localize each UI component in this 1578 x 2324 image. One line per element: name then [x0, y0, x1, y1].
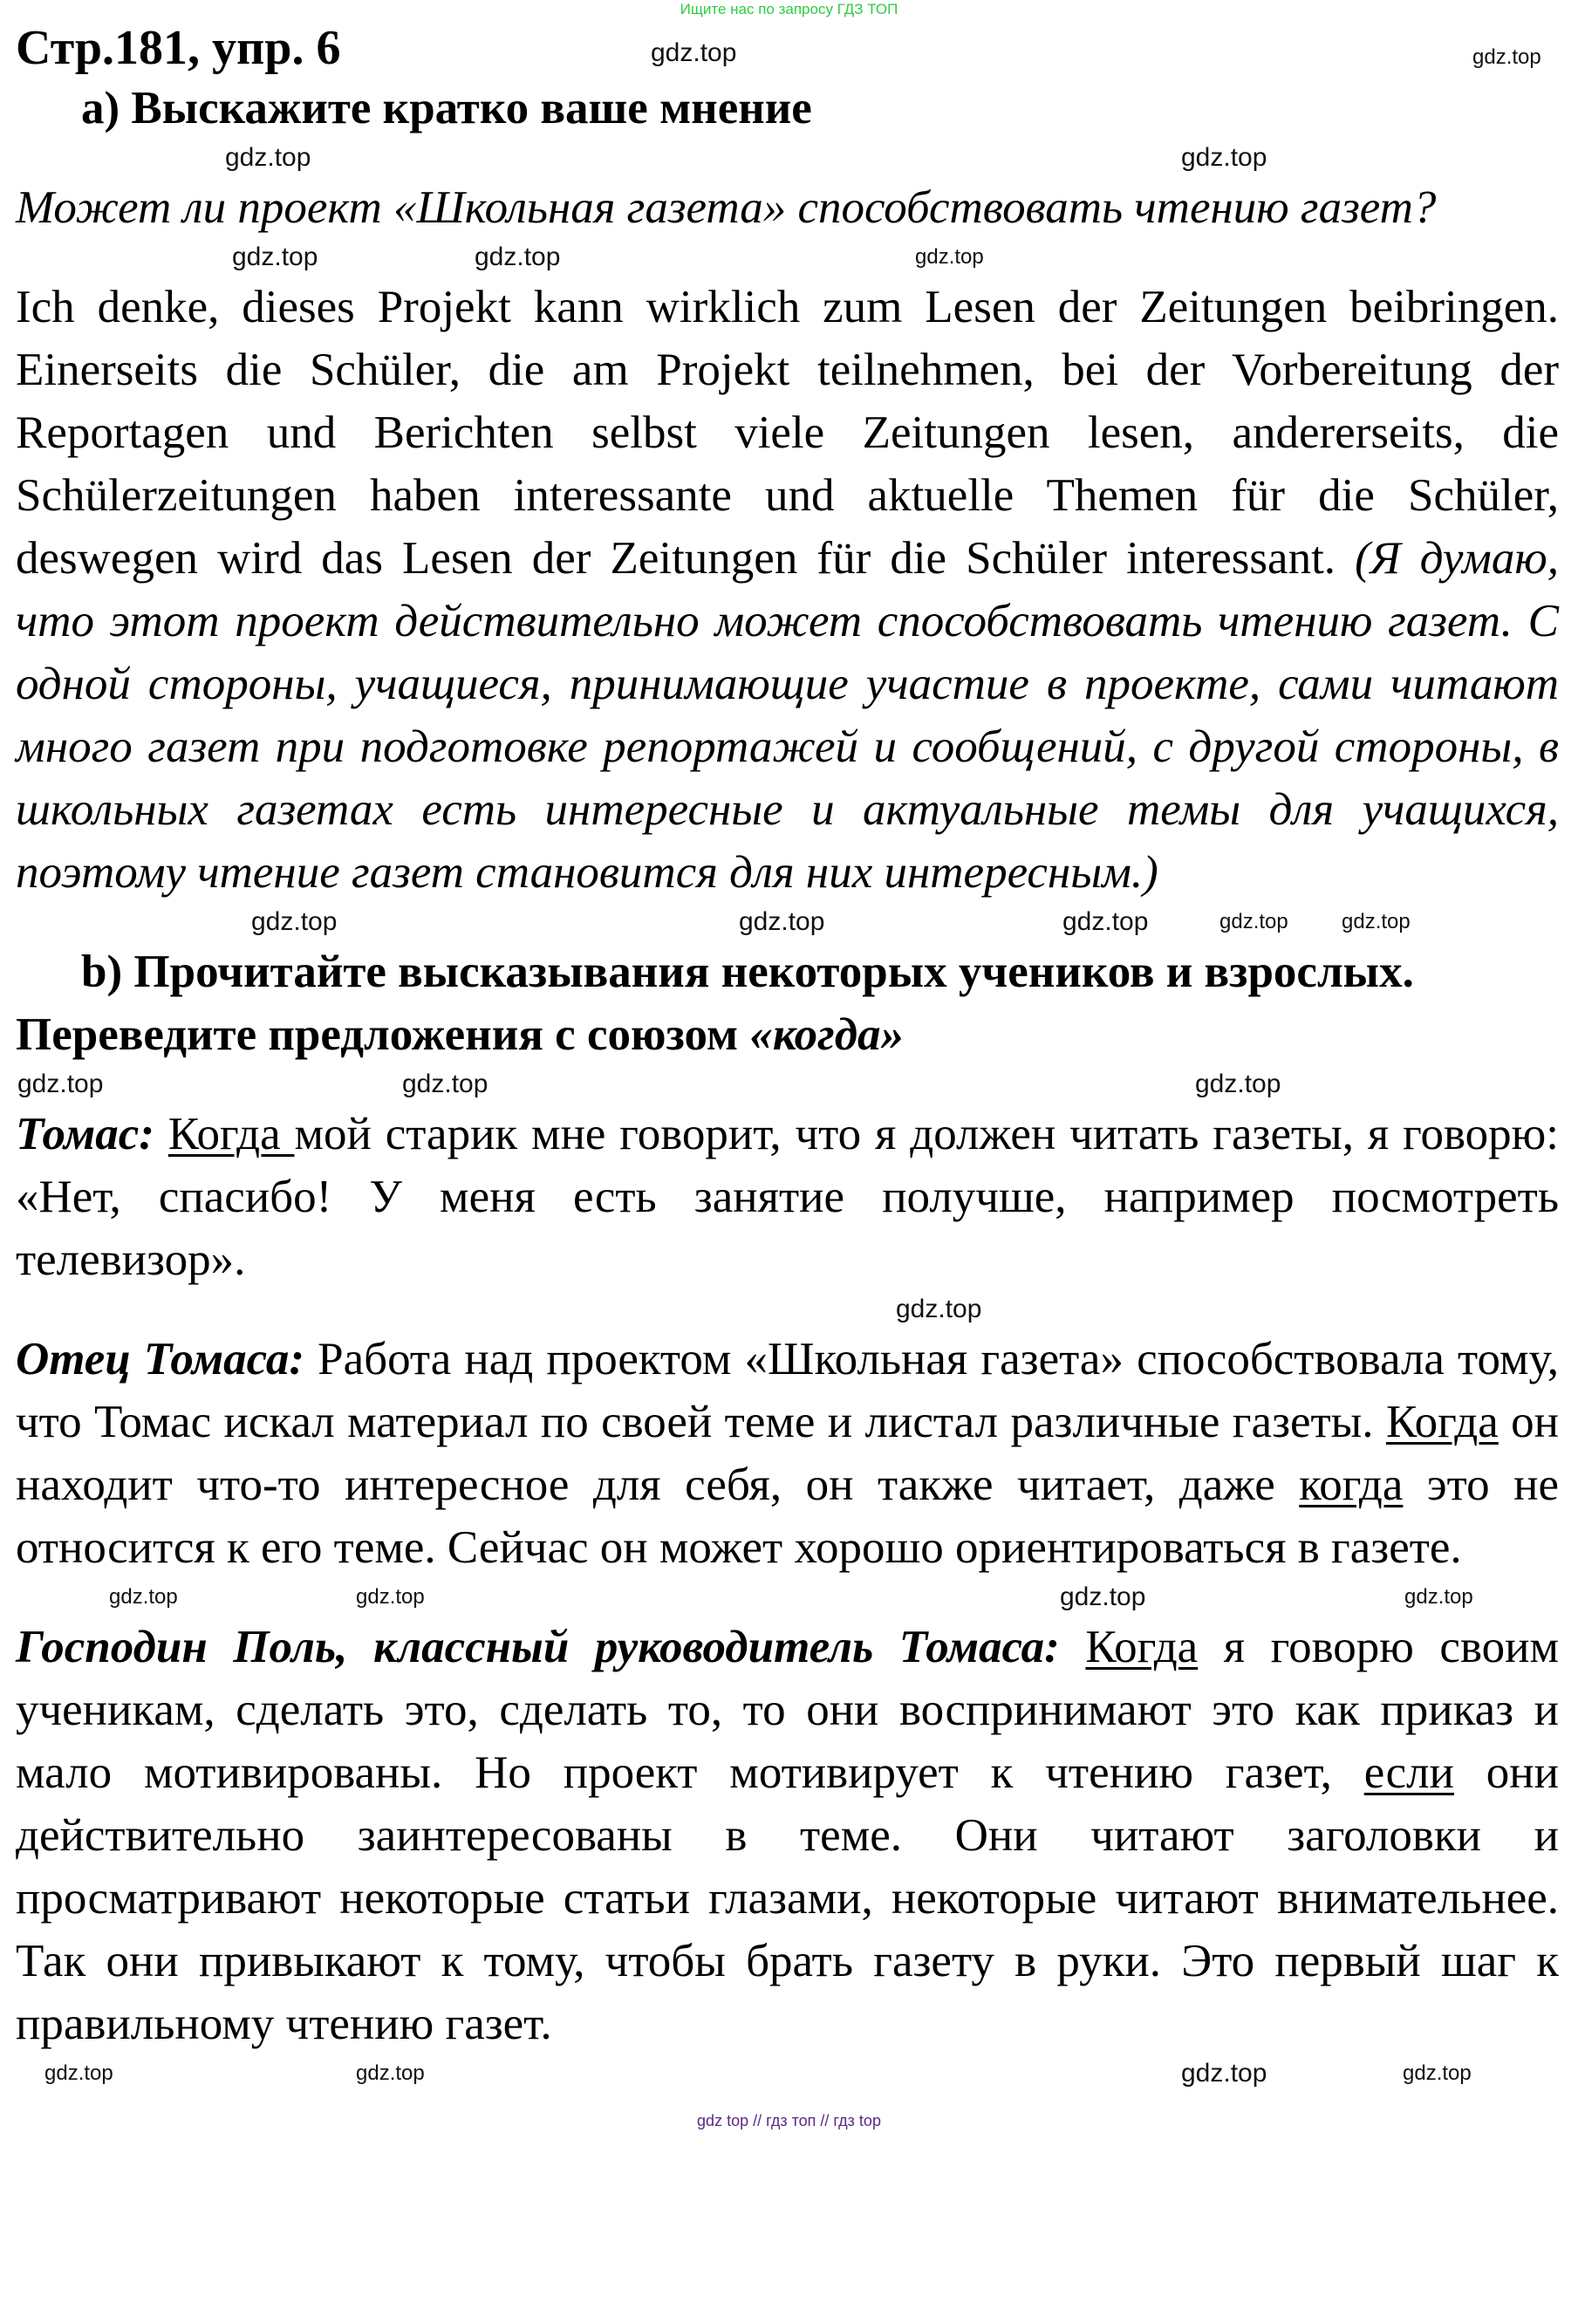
page-title: Стр.181, упр. 6	[16, 21, 341, 75]
section-a-heading: а) Выскажите кратко ваше мнение	[81, 83, 812, 133]
question: Может ли проект «Школьная газета» способствовать чтению газет?	[16, 182, 1437, 233]
speech-text: это не относится к его теме. Сейчас он может хорошо ориентироваться в газете.	[16, 1459, 1559, 1573]
watermark: gdz.top	[356, 2061, 425, 2085]
watermark: gdz.top	[356, 1585, 425, 1609]
watermark: gdz.top	[1062, 907, 1149, 936]
watermark-row	[16, 1066, 1559, 1103]
watermark: gdz.top	[915, 245, 984, 269]
footer-links[interactable]: gdz top // гдз топ // гдз top	[697, 2112, 881, 2129]
section-b-heading: b) Прочитайте высказывания некоторых учеников и взрослых.	[81, 947, 1414, 997]
speaker-name: Отец Томаса:	[16, 1334, 304, 1384]
watermark: gdz.top	[44, 2061, 113, 2085]
watermark: gdz.top	[739, 907, 825, 936]
top-banner: Ищите нас по запросу ГДЗ ТОП	[680, 1, 898, 17]
watermark-row	[16, 140, 1559, 176]
speech-text: мой старик мне говорит, что я должен читать газеты, я говорю: «Нет, спасибо! У меня есть занятие получше, например посмотреть телевизор».	[16, 1109, 1559, 1285]
speech-text: он находит что-то интересное для себя, он также читает, даже	[16, 1397, 1559, 1510]
watermark: gdz.top	[1219, 910, 1288, 933]
watermark: gdz.top	[109, 1585, 178, 1609]
watermark-row	[16, 239, 1559, 276]
answer-paragraph	[16, 276, 1559, 904]
watermark: gdz.top	[896, 1295, 982, 1323]
underlined-conjunction: Когда	[1385, 1397, 1499, 1447]
subheading-text: Переведите предложения с союзом	[16, 1009, 750, 1060]
watermark: gdz.top	[1181, 143, 1267, 172]
watermark: gdz.top	[232, 243, 318, 271]
speaker-name: Господин Поль, классный руководитель Томаса:	[16, 1622, 1060, 1672]
underlined-conjunction: Когда	[1085, 1622, 1199, 1672]
speech-text	[1060, 1622, 1086, 1672]
subheading-conjunction: «когда»	[749, 1009, 905, 1060]
watermark: gdz.top	[1342, 910, 1411, 933]
watermark-row	[16, 904, 1559, 940]
speech-text: они действительно заинтересованы в теме. Они читают заголовки и просматривают некоторые статьи глазами, некоторые читают внимательнее. Так они привыкают к тому, чтобы брать газету в руки. Это первый шаг к правильному чтению газет.	[16, 1747, 1559, 2049]
speaker-teacher	[16, 1616, 1559, 2055]
speech-text: Работа над проектом «Школьная газета» способствовала тому, что Томас искал материал по своей теме и листал различные газеты.	[16, 1334, 1559, 1447]
watermark-row	[16, 1291, 1559, 1328]
section-b-subheading	[16, 1003, 1559, 1066]
speaker-father	[16, 1328, 1559, 1579]
watermark: gdz.top	[475, 243, 561, 271]
answer-german: Ich denke, dieses Projekt kann wirklich zum Lesen der Zeitungen beibringen. Einerseits die Schüler, die am Projekt teilnehmen, bei der Vorbereitung der Reportagen und Berichten selbst viele Zeitungen lesen, andererseits, die Schülerzeitungen haben interessante und aktuelle Themen für die Schüler, deswegen wird das Lesen der Zeitungen für die Schüler interessant.	[16, 282, 1559, 584]
speech-text: я говорю своим ученикам, сделать это, сделать то, то они воспринимают это как приказ и мало мотивированы. Но проект мотивирует к чтению газет,	[16, 1622, 1560, 1798]
watermark: gdz.top	[251, 907, 338, 936]
watermark: gdz.top	[1404, 1585, 1473, 1609]
watermark: gdz.top	[17, 1070, 104, 1098]
speaker-thomas	[16, 1103, 1559, 1291]
watermark-row	[16, 2055, 1559, 2092]
watermark-row	[16, 1579, 1559, 1616]
watermark: gdz.top	[1195, 1070, 1281, 1098]
underlined-conjunction: если	[1363, 1747, 1454, 1798]
underlined-conjunction: Когда	[167, 1109, 295, 1159]
watermark: gdz.top	[1181, 2059, 1267, 2088]
title-row	[16, 19, 1559, 77]
watermark: gdz.top	[225, 143, 311, 172]
watermark: gdz.top	[1060, 1582, 1146, 1611]
watermark: gdz.top	[651, 38, 737, 67]
watermark: gdz.top	[402, 1070, 488, 1098]
speech-text	[154, 1109, 168, 1159]
watermark: gdz.top	[1472, 45, 1541, 69]
watermark: gdz.top	[1403, 2061, 1472, 2085]
speaker-name: Томас:	[16, 1109, 154, 1159]
underlined-conjunction: когда	[1299, 1459, 1404, 1510]
answer-russian: (Я думаю, что этот проект действительно может способствовать чтению газет. С одной стороны, учащиеся, принимающие участие в проекте, сами читают много газет при подготовке репортажей и сообщений, с другой стороны, в школьных газетах есть интересные и актуальные темы для учащихся, поэтому чтение газет становится для них интересным.)	[16, 533, 1559, 898]
